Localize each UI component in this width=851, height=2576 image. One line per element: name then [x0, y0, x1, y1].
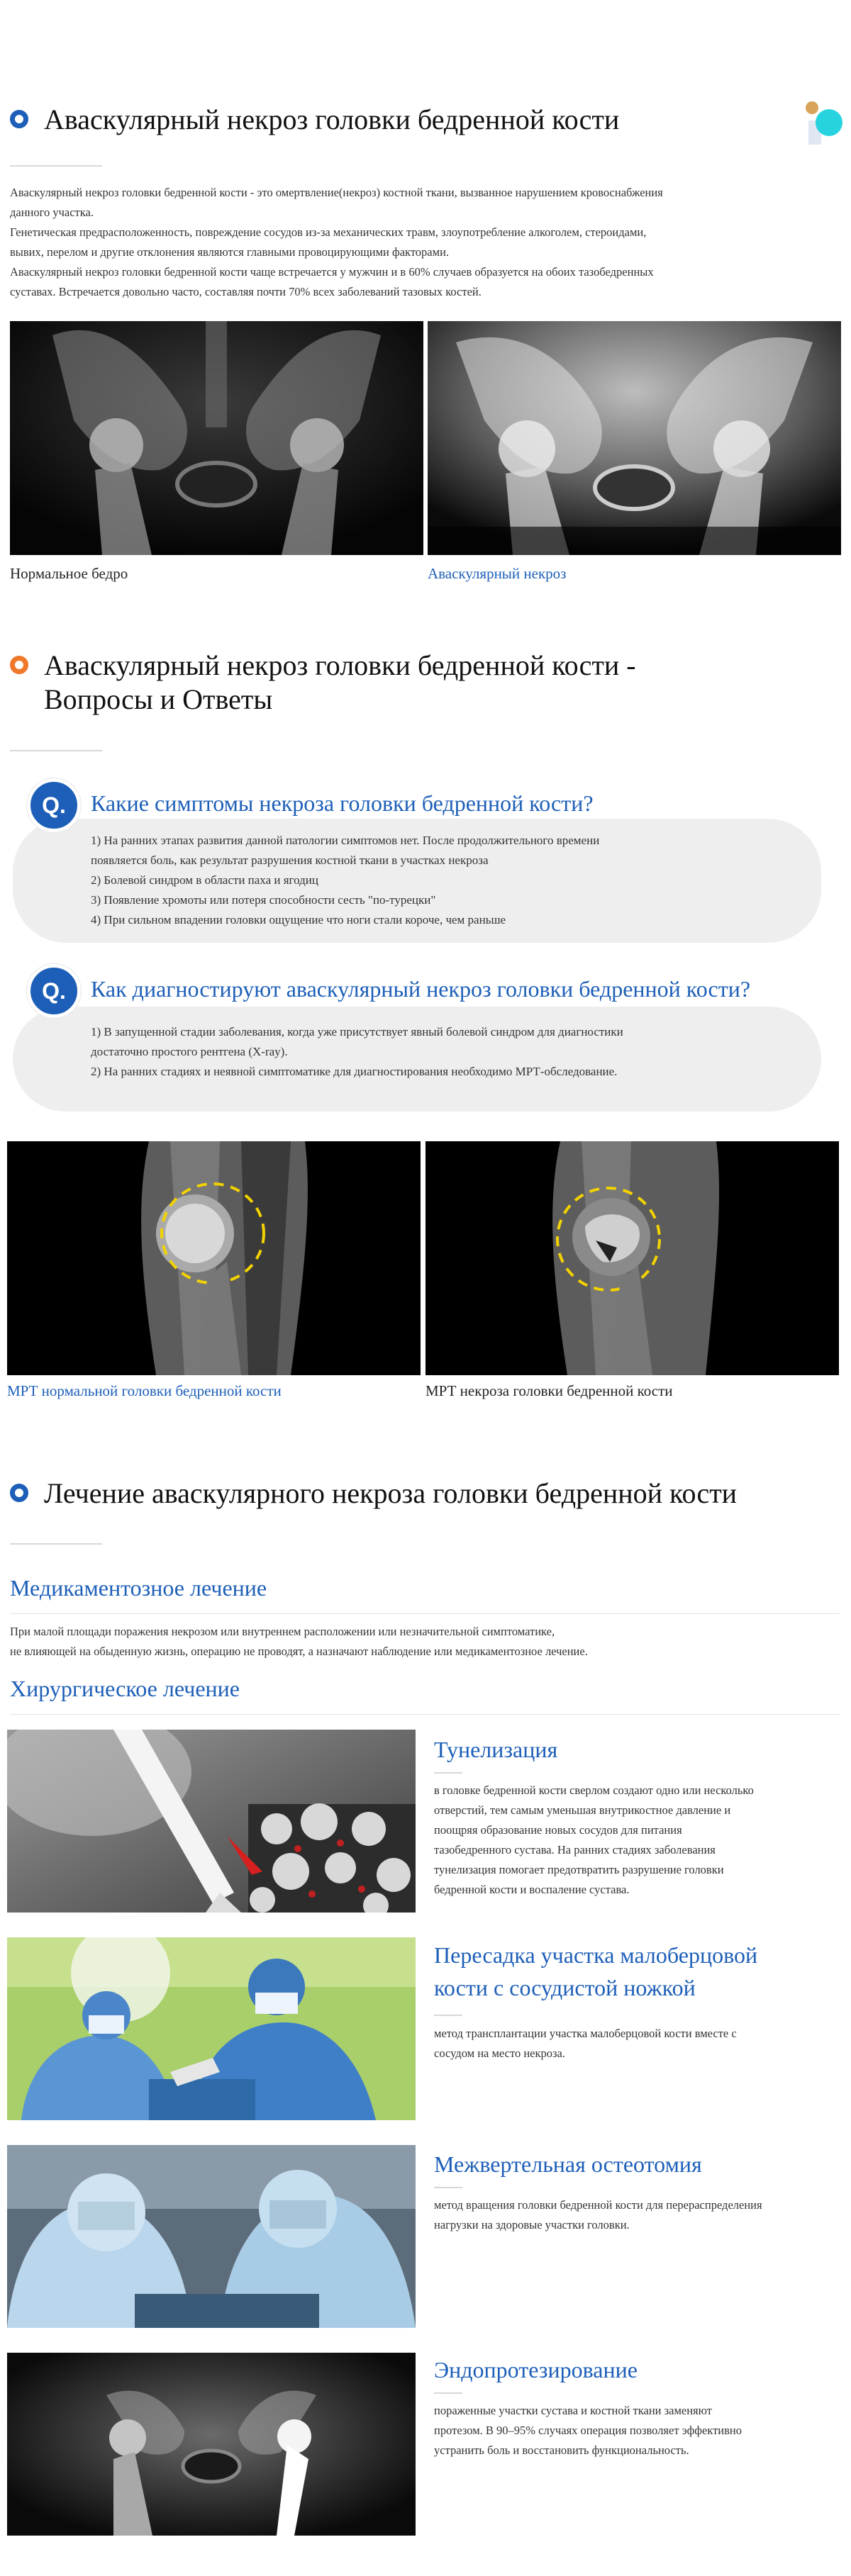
section2-rule	[10, 750, 102, 751]
section-bullet-icon	[10, 110, 28, 128]
qa-answer-line: 4) При сильном впадении головки ощущение что ноги стали короче, чем раньше	[91, 913, 506, 926]
desc-line: метод вращения головки бедренной кости для перераспределения	[434, 2198, 762, 2212]
qa-answer-line: 2) На ранних стадиях и неявной симптоматике для диагностирования необходимо МРТ-обследование.	[91, 1065, 618, 1078]
treatment-title-line: Тунелизация	[434, 1737, 558, 1762]
xray-avascular-necrosis-image	[428, 321, 841, 555]
osteotomy-title	[434, 2148, 702, 2180]
qa-answer-line: 3) Появление хромоты или потеря способности сесть "по-турецки"	[91, 893, 436, 907]
fibula-graft-desc	[434, 2024, 838, 2063]
mri-necrosis-femoral-head-image	[425, 1141, 839, 1375]
treatment-rule	[434, 2015, 462, 2016]
caption-mri-necrosis: МРТ некроза головки бедренной кости	[425, 1382, 673, 1399]
treatment-title-line: Эндопротезирование	[434, 2357, 638, 2382]
qa-answer-line: 1) В запущенной стадии заболевания, когда уже присутствует явный болевой синдром для диагностики	[91, 1025, 623, 1038]
paragraph-line: не влияющей на обыденную жизнь, операцию не проводят, а назначают наблюдение или медикаментозное лечение.	[10, 1645, 588, 1658]
section1-paragraph	[10, 183, 840, 302]
section1-header	[10, 103, 619, 137]
desc-line: пораженные участки сустава и костной ткани заменяют	[434, 2404, 712, 2417]
desc-line: протезом. В 90–95% случаях операция позволяет эффективно	[434, 2424, 742, 2437]
osteotomy-desc	[434, 2195, 838, 2235]
section3-title: Лечение аваскулярного некроза головки бедренной кости	[44, 1477, 738, 1509]
decor-dot-gold	[806, 101, 818, 114]
desc-line: нагрузки на здоровые участки головки.	[434, 2218, 630, 2231]
caption-avascular-necrosis: Аваскулярный некроз	[428, 565, 567, 582]
section3-header	[10, 1477, 737, 1511]
desc-line: бедренной кости и воспаление сустава.	[434, 1883, 630, 1896]
desc-line: тунелизация помогает предотвратить разрушение головки	[434, 1863, 724, 1876]
section2-title	[44, 649, 636, 717]
decor-dot-cyan	[816, 109, 842, 136]
paragraph-line: данного участка.	[10, 206, 94, 219]
divider	[10, 1613, 840, 1614]
desc-line: устранить боль и восстановить функциональность.	[434, 2443, 689, 2457]
desc-line: в головке бедренной кости сверлом создают одно или несколько	[434, 1783, 754, 1797]
medical-treatment-title: Медикаментозное лечение	[10, 1575, 267, 1601]
paragraph-line: Аваскулярный некроз головки бедренной кости - это омертвление(некроз) костной ткани, вызванное нарушением кровоснабжения	[10, 186, 663, 199]
treatment-rule	[434, 2392, 462, 2394]
desc-line: метод трансплантации участка малоберцовой кости вместе с	[434, 2027, 737, 2040]
treatment-rule	[434, 2187, 462, 2188]
qa-answer-line: 2) Болевой синдром в области паха и ягодиц	[91, 873, 318, 887]
treatment-title-line: кости с сосудистой ножкой	[434, 1975, 696, 2000]
section3-rule	[10, 1543, 102, 1545]
section-bullet-icon	[10, 656, 28, 674]
qa-answer-line: достаточно простого рентгена (X-ray).	[91, 1045, 288, 1058]
desc-line: сосудом на место некроза.	[434, 2046, 565, 2060]
xray-normal-hip-image	[10, 321, 423, 555]
tunnelization-title	[434, 1733, 557, 1766]
question-badge-icon: Q.	[27, 964, 81, 1018]
mri-normal-femoral-head-image	[7, 1141, 421, 1375]
section2-title-line: Аваскулярный некроз головки бедренной кости -	[44, 649, 636, 681]
qa-answer-list	[91, 1022, 623, 1082]
paragraph-line: вывих, перелом и другие отклонения являются главными провоцирующими факторами.	[10, 245, 450, 259]
section-bullet-icon	[10, 1484, 28, 1502]
medical-treatment-text	[10, 1622, 840, 1662]
qa-answer-line: появляется боль, как результат разрушения костной ткани в участках некроза	[91, 853, 489, 867]
fibula-graft-title	[434, 1939, 757, 2004]
endoprosthesis-desc	[434, 2401, 838, 2460]
fibula-graft-surgery-photo	[7, 1937, 416, 2120]
divider	[10, 1714, 840, 1715]
question-title: Какие симптомы некроза головки бедренной кости?	[91, 790, 594, 816]
section1-title: Аваскулярный некроз головки бедренной кости	[44, 103, 620, 135]
question-badge-icon: Q.	[27, 778, 81, 832]
caption-normal-hip: Нормальное бедро	[10, 565, 128, 582]
section2-title-line: Вопросы и Ответы	[44, 683, 273, 715]
osteotomy-surgery-photo	[7, 2145, 416, 2328]
paragraph-line: При малой площади поражения некрозом или внутреннем расположении или незначительной симптоматике,	[10, 1625, 555, 1638]
paragraph-line: суставах. Встречается довольно часто, составляя почти 70% всех заболеваний тазовых костей.	[10, 285, 482, 298]
qa-answer-line: 1) На ранних этапах развития данной патологии симптомов нет. После продолжительного времени	[91, 834, 600, 847]
desc-line: тазобедренного сустава. На ранних стадиях заболевания	[434, 1843, 716, 1857]
paragraph-line: Аваскулярный некроз головки бедренной кости чаще встречается у мужчин и в 60% случаев образуется на обоих тазобедренных	[10, 265, 654, 279]
treatment-title-line: Пересадка участка малоберцовой	[434, 1942, 758, 1968]
endoprosthesis-title	[434, 2353, 638, 2386]
paragraph-line: Генетическая предрасположенность, повреждение сосудов из-за механических травм, злоупотребление алкоголем, стероидами,	[10, 225, 647, 239]
treatment-title-line: Межвертельная остеотомия	[434, 2151, 702, 2177]
desc-line: поощряя образование новых сосудов для питания	[434, 1823, 682, 1837]
treatment-rule	[434, 1772, 462, 1774]
tunnelization-desc	[434, 1781, 838, 1900]
tunnelization-image	[7, 1730, 416, 1913]
question-title: Как диагностируют аваскулярный некроз головки бедренной кости?	[91, 976, 751, 1002]
desc-line: отверстий, тем самым уменьшая внутрикостное давление и	[434, 1803, 731, 1817]
section2-header	[10, 649, 636, 717]
surgical-treatment-title: Хирургическое лечение	[10, 1676, 240, 1701]
endoprosthesis-xray-image	[7, 2353, 416, 2536]
caption-mri-normal: МРТ нормальной головки бедренной кости	[7, 1382, 282, 1399]
qa-answer-list	[91, 831, 599, 930]
section1-rule	[10, 165, 102, 167]
